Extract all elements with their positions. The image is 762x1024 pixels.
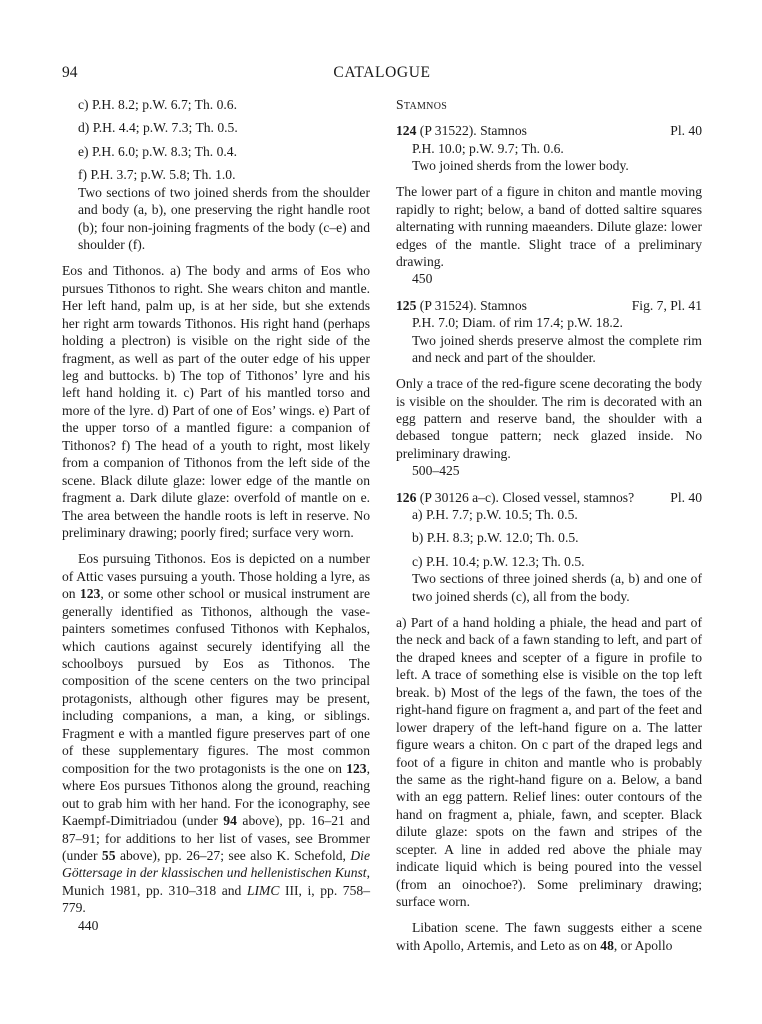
entry-126-measure-c: c) P.H. 10.4; p.W. 12.3; Th. 0.5. — [412, 553, 585, 569]
ref-48[interactable]: 48 — [600, 937, 614, 953]
entry-124-date: 450 — [412, 271, 433, 287]
entry-125-date: 500–425 — [412, 463, 460, 479]
entry-126-condition: Two sections of three joined sherds (a, b) and one of two joined sherds (c), all from the body. — [412, 571, 702, 604]
discussion-part-c: , where Eos pursues Tithonos along the ground, reaching out to grab him with her hand. For the iconography, see Kaempf-Dimitriadou (under — [62, 760, 370, 829]
entry-126-disc-a: Libation scene. The fawn suggests either a scene with Apollo, Artemis, and Leto as on — [396, 920, 702, 953]
entry-124-plate: Pl. 40 — [670, 123, 702, 139]
limc-abbrev: LIMC — [246, 882, 280, 898]
entry-124-description: The lower part of a figure in chiton and mantle moving rapidly to right; below, a band of dotted saltire squares alternating with running maeanders. Dilute glaze: lower edges of the mantle. Slight trace of a preliminary drawing. — [396, 184, 702, 269]
book-title: Die Göttersage in der klassischen und hellenistischen Kunst — [62, 847, 370, 881]
page-header — [62, 64, 702, 86]
left-column — [62, 96, 370, 934]
discussion-part-f: , Munich 1981, pp. 310–318 and — [62, 865, 370, 898]
entry-126-measure-b: b) P.H. 8.3; p.W. 12.0; Th. 0.5. — [412, 530, 579, 546]
entry-125-measures: P.H. 7.0; Diam. of rim 17.4; p.W. 18.2. — [412, 315, 623, 331]
entry-126-plate: Pl. 40 — [670, 489, 702, 505]
entry-126-measure-a: a) P.H. 7.7; p.W. 10.5; Th. 0.5. — [412, 506, 578, 522]
entry-124-heading — [396, 122, 702, 139]
entry-126-heading — [396, 489, 702, 506]
entry-125-number: 125 — [396, 297, 417, 313]
measure-d: d) P.H. 4.4; p.W. 7.3; Th. 0.5. — [78, 120, 238, 136]
ref-94[interactable]: 94 — [223, 813, 237, 829]
entry-124-condition: Two joined sherds from the lower body. — [412, 158, 629, 174]
discussion-text — [62, 550, 370, 917]
date-text: 440 — [78, 917, 99, 933]
entry-126-description: a) Part of a hand holding a phiale, the head and part of the neck and back of a fawn standing to left, and part of the draped knees and scepter of a figure in profile to left. A trace of something else is visible on the top left break. b) Most of the legs of the fawn, the toes of the right-hand figure on fragment a, and part of the feet and lower drapery of the left-hand figure on a. The latter figure wears a chiton. On c part of the draped legs and foot of a figure in chiton and mantle who is probably the same as the right-hand figure on a. Below, a band with an egg pattern. Relief lines: outer contours of the hand on fragment a, phiale, fawn, and scepter. Black dilute glaze: spots on the fawn and stripes of the scepter. A line in added red above the phiale may indicate liquid which is being poured into the vessel (from an oinochoe?). Some preliminary drawing; surface worn. — [396, 614, 702, 910]
measure-c: c) P.H. 8.2; p.W. 6.7; Th. 0.6. — [78, 97, 237, 112]
entry-125-condition: Two joined sherds preserve almost the complete rim and neck and part of the shoulder. — [412, 332, 702, 365]
entry-125-description: Only a trace of the red-figure scene decorating the body is visible on the shoulder. The rim is decorated with an egg pattern and reserve band, the shoulder with a debased tongue pattern; neck glazed inside. No preliminary drawing. — [396, 376, 702, 461]
entry-126-discussion — [396, 919, 702, 954]
entry-124-number: 124 — [396, 123, 417, 139]
ref-55[interactable]: 55 — [101, 847, 116, 863]
ref-123-b[interactable]: 123 — [346, 760, 367, 776]
page-number: 94 — [62, 64, 78, 81]
entry-124-title: (P 31522). Stamnos — [416, 123, 527, 139]
measure-e: e) P.H. 6.0; p.W. 8.3; Th. 0.4. — [78, 143, 237, 159]
right-column — [396, 96, 702, 954]
ref-123-a[interactable]: 123 — [79, 586, 101, 602]
entry-125-plate: Fig. 7, Pl. 41 — [631, 297, 702, 313]
discussion-part-d: above), pp. 16–21 and 87–91; for additions to her list of vases, see Brommer (under — [62, 813, 370, 863]
entry-124-measures: P.H. 10.0; p.W. 9.7; Th. 0.6. — [412, 140, 564, 156]
entry-126-number: 126 — [396, 489, 417, 505]
running-title: CATALOGUE — [333, 64, 431, 81]
condition-text: Two sections of two joined sherds from the shoulder and body (a, b), one preserving the right handle root (b); four non-joining fragments of the body (c–e) and shoulder (f). — [78, 184, 370, 253]
entry-126-title: (P 30126 a–c). Closed vessel, stamnos? — [416, 489, 635, 505]
discussion-part-e: above), pp. 26–27; see also K. Schefold, — [115, 847, 351, 863]
description-text: Eos and Tithonos. a) The body and arms of Eos who pursues Tithonos to right. She wears chiton and mantle. Her left hand, palm up, is at her side, but she extends her right arm towards Tithonos. His right hand (perhaps holding a plectron) is visible on the right side of the fragment, as well as part of the outer edge of his upper leg and buttocks. b) The top of Tithonos’ lyre and his left hand holding it. c) Part of his mantled torso and more of the lyre. d) Part of one of Eos’ wings. e) Part of the upper torso of a mantled figure: a companion of Tithonos? f) The head of a youth to right, most likely from a companion of Tithonos from the left side of the scene. Black dilute glaze: lower edge of the mantle on fragment a. Dark dilute glaze: overfold of mantle on e. The area between the handle roots is left in reserve. No preliminary drawing; poorly fired; surface very worn. — [62, 263, 370, 541]
section-heading: Stamnos — [396, 97, 448, 112]
entry-125-heading — [396, 297, 702, 314]
discussion-part-b: , or some other school or musical instrument are generally identified as Tithonos, although the vase-painters sometimes confused Tithonos with Kephalos, which cautions against securely identifying all the schoolboys pursued by Eos as Tithonos. The composition of the scene centers on the two principal protagonists, although other figures may be present, including companions, a man, a king, or siblings. Fragment e with a mantled figure preserves part of one of these supplementary figures. The most common composition for the two protagonists is the one on — [62, 586, 371, 776]
discussion-part-g: III, i, pp. 758–779. — [62, 882, 370, 916]
measure-f: f) P.H. 3.7; p.W. 5.8; Th. 1.0. — [78, 167, 236, 183]
entry-125-title: (P 31524). Stamnos — [416, 297, 527, 313]
entry-126-disc-b: , or Apollo — [613, 937, 673, 953]
discussion-part-a: Eos pursuing Tithonos. Eos is depicted on a number of Attic vases pursuing a youth. Those holding a lyre, as on — [62, 551, 370, 602]
